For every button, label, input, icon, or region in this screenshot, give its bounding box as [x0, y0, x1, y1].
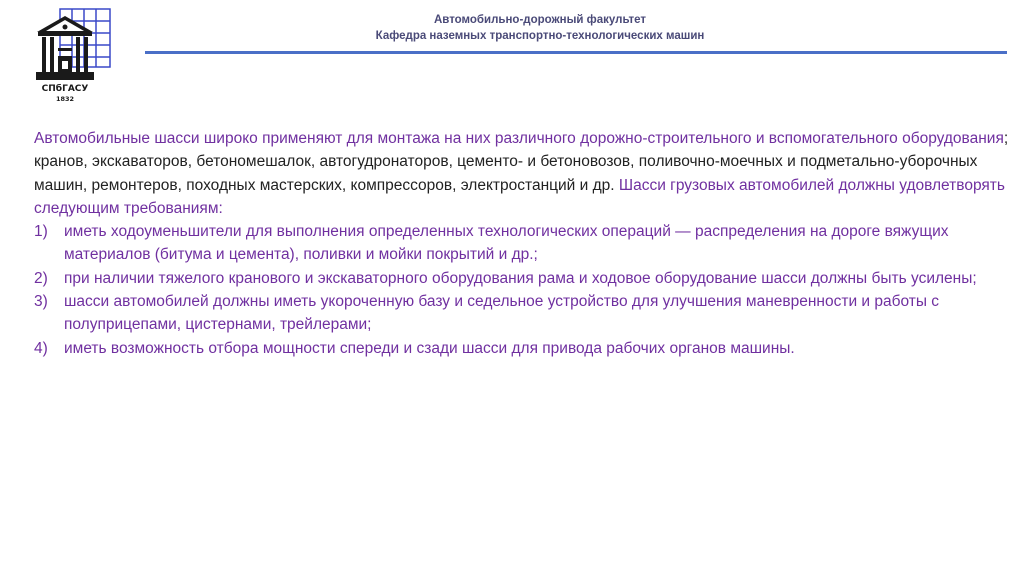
- list-item: [34, 220, 1009, 267]
- list-item-number: 2): [34, 269, 48, 287]
- svg-text:1832: 1832: [55, 95, 75, 103]
- intro-text-1: Автомобильные шасси широко применяют для монтажа на них различного дорожно-строительного и вспомогательного оборудования: [34, 130, 1004, 147]
- list-item-text: при наличии тяжелого кранового и экскаваторного оборудования рама и ходовое оборудование шасси должны быть усилены;: [64, 269, 977, 287]
- requirements-list: [34, 220, 1009, 360]
- list-item-number: 1): [34, 223, 48, 241]
- intro-text-3: Шасси грузовых автомобилей должны удовлетворять следующим требованиям:: [34, 176, 1005, 217]
- list-item-text: иметь ходоуменьшители для выполнения определенных технологических операций — распределения на дороге вяжущих материалов (битума и цемента), поливки и мойки покрытий и др.;: [64, 223, 949, 264]
- list-item-number: 4): [34, 339, 48, 357]
- list-item: [34, 267, 1009, 290]
- faculty-title: Автомобильно-дорожный факультет: [433, 14, 647, 26]
- list-item-text: иметь возможность отбора мощности спереди и сзади шасси для привода рабочих органов машины.: [64, 339, 795, 357]
- intro-paragraph: [34, 127, 1009, 220]
- list-item: [34, 290, 1009, 337]
- list-item-number: 3): [34, 293, 48, 311]
- header-divider: [145, 51, 1007, 54]
- department-title: Кафедра наземных транспортно-технологических машин: [375, 30, 705, 42]
- page-header: [180, 12, 900, 44]
- svg-text:СПбГАСУ: СПбГАСУ: [41, 84, 89, 94]
- logo-emblem-icon: [34, 8, 112, 104]
- list-item: [34, 337, 1009, 360]
- list-item-text: шасси автомобилей должны иметь укороченную базу и седельное устройство для улучшения маневренности и работы с полуприцепами, цистернами, трейлерами;: [64, 293, 940, 334]
- university-logo: [34, 8, 112, 104]
- intro-text-2: ; кранов, экскаваторов, бетономешалок, автогудронаторов, цементо- и бетоновозов, поливочно-моечных и подметально-уборочных машин, ремонтеров, походных мастерских, компрессоров, электростанций и др.: [34, 130, 1009, 194]
- slide-body: [34, 127, 1009, 360]
